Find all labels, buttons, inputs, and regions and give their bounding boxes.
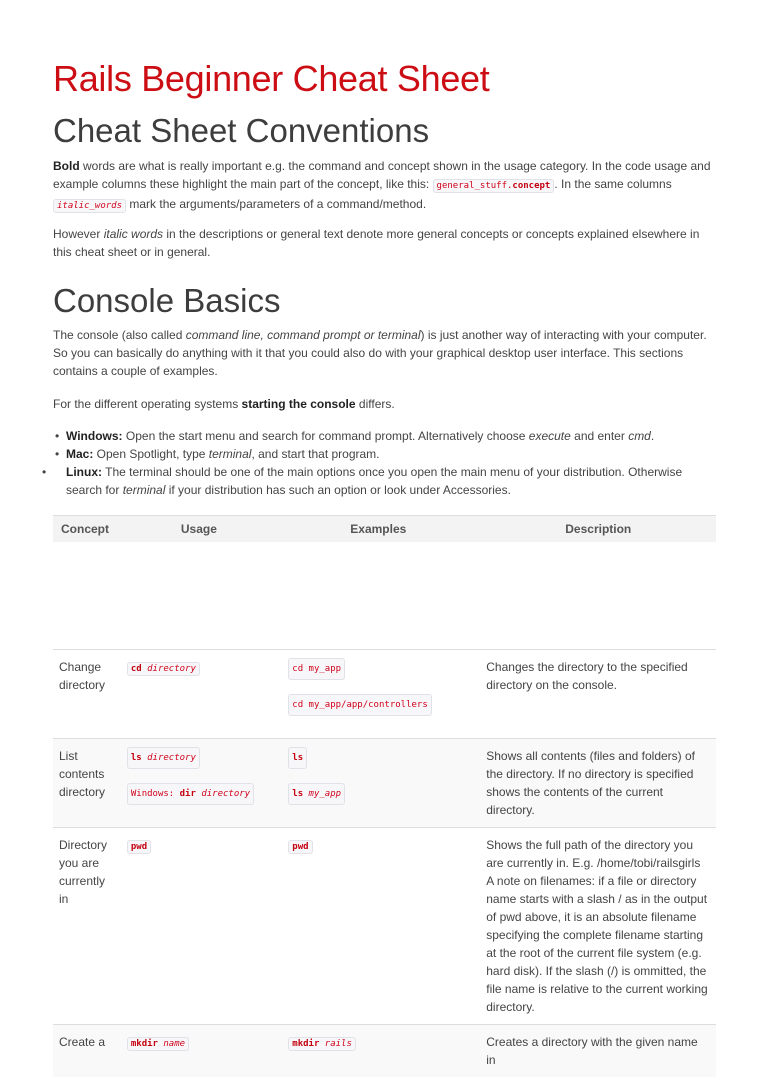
concept-cell: Directory you are currently in [53, 828, 121, 1025]
examples-cell [282, 739, 480, 828]
italic-text: terminal [209, 447, 252, 461]
text: , and start that program. [251, 447, 379, 461]
code-italic: my_app [309, 789, 342, 799]
italic-text: command line, command prompt or terminal [186, 328, 421, 342]
usage-code [127, 783, 254, 805]
text: The terminal should be one of the main options once you open the main menu of your distribution. Otherwise search for [66, 465, 682, 497]
code-bold: pwd [131, 842, 147, 852]
code-prefix: Windows: [131, 789, 180, 799]
code-bold: mkdir [292, 1039, 319, 1049]
text: . [651, 429, 654, 443]
description-line: Shows the full path of the directory you are currently in. E.g. /home/tobi/railsgirls [486, 836, 710, 872]
list-label: Windows: [66, 429, 123, 443]
usage-cell [121, 828, 282, 1025]
usage-code [127, 1037, 189, 1051]
bold-word: Bold [53, 159, 80, 173]
example-code [288, 747, 307, 769]
table-row [53, 739, 716, 828]
text: However [53, 227, 104, 241]
text: . In the same columns [554, 177, 671, 191]
text: and enter [571, 429, 628, 443]
code-bold: concept [512, 181, 550, 191]
italic-text: cmd [628, 429, 651, 443]
console-heading: Console Basics [53, 282, 280, 320]
code-bold: ls [292, 753, 303, 763]
conventions-paragraph-1 [53, 157, 716, 215]
code-italic: directory [201, 789, 250, 799]
usage-cell [121, 650, 282, 739]
list-item-windows [66, 427, 716, 445]
code-italic: rails [325, 1039, 352, 1049]
usage-code [127, 840, 151, 854]
conventions-heading: Cheat Sheet Conventions [53, 112, 429, 150]
examples-cell [282, 1025, 480, 1077]
console-paragraph-1 [53, 326, 716, 380]
example-code [288, 783, 345, 805]
example-code [288, 1037, 356, 1051]
os-list [53, 427, 716, 499]
text: Open Spotlight, type [93, 447, 208, 461]
examples-cell [282, 828, 480, 1025]
table-row [53, 828, 716, 1025]
concept-cell: Create a [53, 1025, 121, 1077]
usage-cell [121, 1025, 282, 1077]
code-italic: directory [147, 753, 196, 763]
code-bold: ls [292, 789, 303, 799]
usage-code [127, 662, 200, 676]
usage-cell [121, 739, 282, 828]
example-code: cd my_app/app/controllers [288, 694, 431, 716]
example-code: cd my_app [288, 658, 345, 680]
commands-table [53, 515, 716, 1077]
code-italic: name [163, 1039, 185, 1049]
text: differs. [356, 397, 395, 411]
list-label: Mac: [66, 447, 93, 461]
list-item-linux [53, 463, 716, 499]
bold-text: starting the console [242, 397, 356, 411]
text: words are what is really important e.g. the command and concept shown in the usage category. In the code usage and example columns these highlight the main part of the concept, like this: [53, 159, 711, 191]
console-paragraph-2 [53, 395, 716, 413]
concept-cell: List contents directory [53, 739, 121, 828]
column-header-concept: Concept [53, 516, 121, 543]
column-header-usage: Usage [121, 516, 282, 543]
examples-cell [282, 650, 480, 739]
italic-text: italic words [104, 227, 163, 241]
text: Open the start menu and search for command prompt. Alternatively choose [123, 429, 529, 443]
code-italic: italic_words [57, 201, 122, 211]
code-bold: dir [180, 789, 196, 799]
description-cell: Creates a directory with the given name in [480, 1025, 716, 1077]
table-spacer [53, 542, 716, 650]
code-bold: mkdir [131, 1039, 158, 1049]
concept-cell: Change directory [53, 650, 121, 739]
text: For the different operating systems [53, 397, 242, 411]
italic-text: terminal [123, 483, 166, 497]
list-label: Linux: [66, 465, 102, 479]
description-cell [480, 828, 716, 1025]
usage-code [127, 747, 200, 769]
table-row [53, 650, 716, 739]
table-header-row [53, 516, 716, 543]
code-bold: ls [131, 753, 142, 763]
list-item-mac [66, 445, 716, 463]
text: The console (also called [53, 328, 186, 342]
example-code [288, 840, 312, 854]
page-title: Rails Beginner Cheat Sheet [53, 58, 489, 100]
code-bold: pwd [292, 842, 308, 852]
description-note: A note on filenames: if a file or directory name starts with a slash / as in the output of pwd above, it is an absolute filename specifying the complete filename starting at the root of the current file system (e.g. hard disk). If the slash (/) is ommitted, the file name is relative to the current working directory. [486, 872, 710, 1016]
spacer-cell [53, 542, 716, 650]
italic-text: execute [529, 429, 571, 443]
column-header-description: Description [480, 516, 716, 543]
description-cell: Shows all contents (files and folders) of the directory. If no directory is specified shows the contents of the current directory. [480, 739, 716, 828]
code-sample [433, 179, 555, 193]
conventions-paragraph-2 [53, 225, 716, 261]
text: if your distribution has such an option or look under Accessories. [165, 483, 511, 497]
code-prefix: general_stuff. [437, 181, 513, 191]
table-row [53, 1025, 716, 1077]
text: ) is just another way of interacting with your computer. So you can basically do anything with it that you could also do with your graphical desktop user interface. This sections contains a couple of examples. [53, 328, 707, 378]
code-italic-sample [53, 199, 126, 213]
code-bold: cd [131, 664, 142, 674]
column-header-examples: Examples [282, 516, 480, 543]
text: mark the arguments/parameters of a command/method. [126, 197, 426, 211]
text: in the descriptions or general text denote more general concepts or concepts explained elsewhere in this cheat sheet or in general. [53, 227, 699, 259]
code-italic: directory [147, 664, 196, 674]
description-cell: Changes the directory to the specified directory on the console. [480, 650, 716, 739]
